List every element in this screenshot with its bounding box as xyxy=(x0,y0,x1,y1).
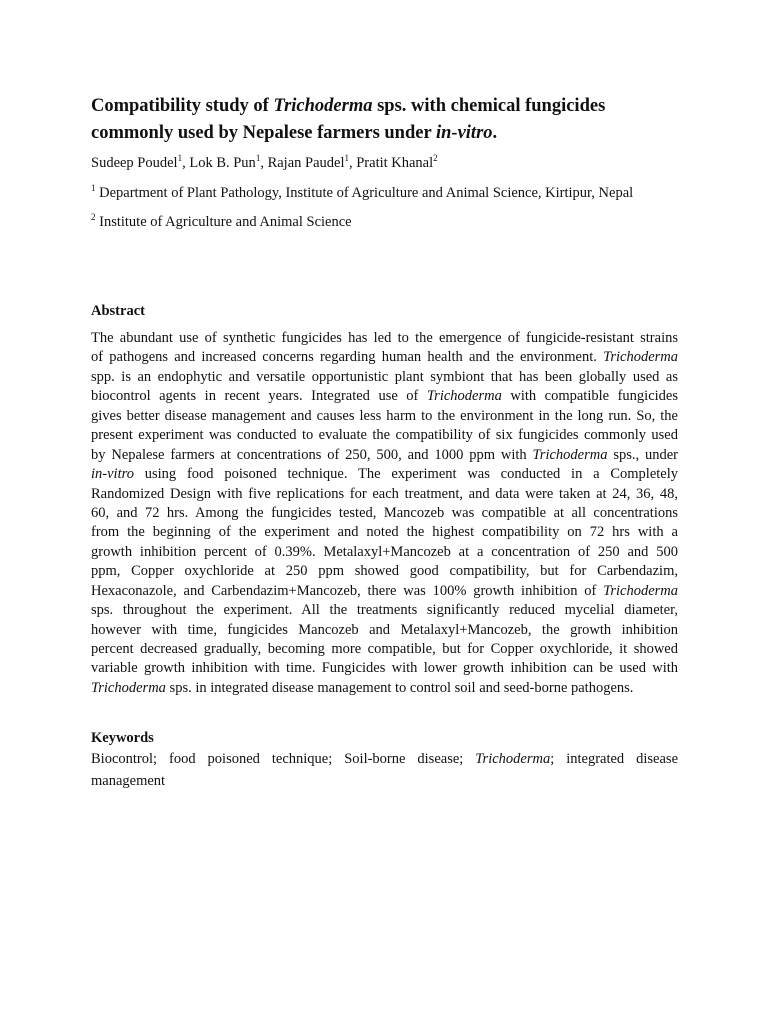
text-line: spp. is an endophytic and versatile opportunistic plant symbiont that has been globally used as xyxy=(91,368,678,385)
text-line: by Nepalese farmers at concentrations of 250, 500, and 1000 ppm with Trichoderma sps., under xyxy=(91,446,678,463)
paper-title: Compatibility study of Trichoderma sps. with chemical fungicides commonly used by Nepalese farmers under in-vitro. xyxy=(91,96,606,143)
text-line: ppm, Copper oxychloride at 250 ppm showed good compatibility, but for Carbendazim, xyxy=(91,563,678,580)
author-name: Pratit Khanal xyxy=(356,155,434,171)
affiliation-2: $^2$ Institute of Agriculture and Animal Science xyxy=(91,212,352,230)
text-line: management xyxy=(91,773,166,789)
author-name: Sudeep Poudel xyxy=(91,155,178,171)
keywords-heading: Keywords xyxy=(91,730,154,746)
text-line: of pathogens and increased concerns regarding human health and the environment. Trichoderma xyxy=(91,349,678,366)
text-line: gives better disease management and causes less harm to the environment in the long run. So, the xyxy=(91,407,678,424)
text-line: The abundant use of synthetic fungicides has led to the emergence of fungicide-resistant strains xyxy=(91,330,678,346)
keywords-body xyxy=(91,748,678,792)
text-line: Biocontrol; food poisoned technique; Soil-borne disease; Trichoderma; integrated disease xyxy=(91,751,679,767)
author-name: Rajan Paudel xyxy=(267,155,345,171)
text-line: present experiment was conducted to evaluate the compatibility of six fungicides commonly used xyxy=(91,427,678,444)
text-line: Hexaconazole, and Carbendazim+Mancozeb, there was 100% growth inhibition of Trichoderma xyxy=(91,582,678,599)
text-line: 60, and 72 hrs. Among the fungicides tested, Mancozeb was compatible at all concentrations xyxy=(91,504,678,521)
text-line: Trichoderma sps. in integrated disease management to control soil and seed-borne pathogens. xyxy=(91,679,634,696)
text-line: Randomized Design with five replications for each treatment, and data were taken at 24, 36, 48, xyxy=(91,485,678,502)
affiliation-1: $^1$ Department of Plant Pathology, Institute of Agriculture and Animal Science, Kirtipur, Nepal xyxy=(91,183,634,201)
abstract-body xyxy=(91,329,678,698)
author-list: Sudeep Poudel$^1$, Lok B. Pun$^1$, Rajan Paudel$^1$, Pratit Khanal$^2$ xyxy=(91,153,438,171)
text-line: percent decreased gradually, becoming more compatible, but for Copper oxychloride, it showed xyxy=(91,641,678,657)
text-line: sps. throughout the experiment. All the treatments significantly reduced mycelial diameter, xyxy=(91,602,678,619)
abstract-heading: Abstract xyxy=(91,303,145,319)
text-line: however with time, fungicides Mancozeb and Metalaxyl+Mancozeb, the growth inhibition xyxy=(91,621,678,638)
author-name: Lok B. Pun xyxy=(189,155,256,171)
text-line: variable growth inhibition with time. Fungicides with lower growth inhibition can be used with xyxy=(91,660,678,677)
text-line: from the beginning of the experiment and noted the highest compatibility on 72 hrs with a xyxy=(91,524,678,541)
text-line: growth inhibition percent of 0.39%. Metalaxyl+Mancozeb at a concentration of 250 and 500 xyxy=(91,543,678,560)
text-line: biocontrol agents in recent years. Integrated use of Trichoderma with compatible fungicides xyxy=(91,388,678,405)
text-line: in-vitro using food poisoned technique. The experiment was conducted in a Completely xyxy=(91,466,678,483)
